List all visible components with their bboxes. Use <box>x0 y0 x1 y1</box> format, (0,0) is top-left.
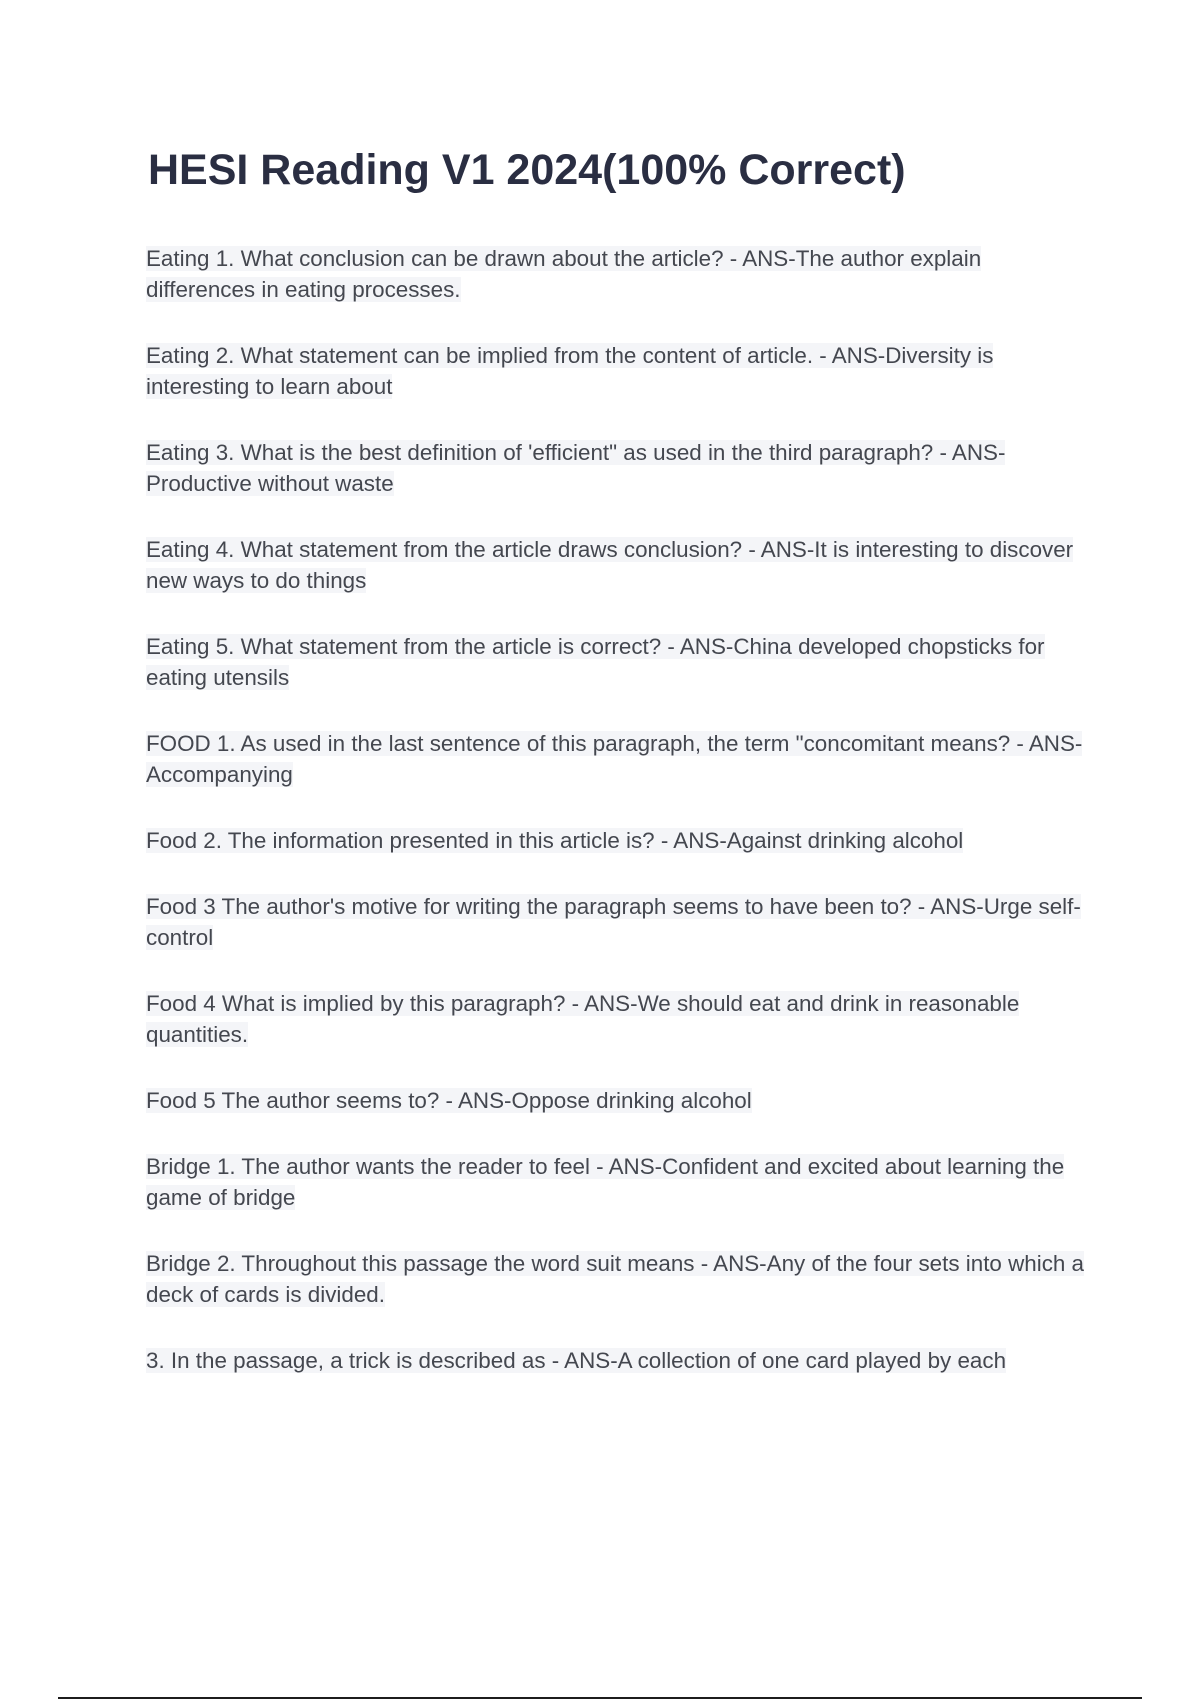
qa-item-bridge-3 <box>146 1345 1096 1376</box>
qa-item-bridge-2 <box>146 1248 1096 1310</box>
qa-list <box>146 243 1096 1376</box>
qa-item-eating-5 <box>146 631 1096 693</box>
qa-item-eating-3 <box>146 437 1096 499</box>
qa-item-food-1 <box>146 728 1096 790</box>
qa-item-text: Food 3 The author's motive for writing the paragraph seems to have been to? - ANS-Urge self-control <box>146 894 1081 950</box>
qa-item-text: Bridge 2. Throughout this passage the word suit means - ANS-Any of the four sets into which a deck of cards is divided. <box>146 1251 1085 1307</box>
qa-item-eating-4 <box>146 534 1096 596</box>
qa-item-food-4 <box>146 988 1096 1050</box>
qa-item-text: Food 2. The information presented in this article is? - ANS-Against drinking alcohol <box>146 828 964 853</box>
footer-divider <box>58 1697 1142 1699</box>
qa-item-text: 3. In the passage, a trick is described as - ANS-A collection of one card played by each <box>146 1348 1007 1373</box>
qa-item-text: Eating 1. What conclusion can be drawn about the article? - ANS-The author explain differences in eating processes. <box>146 246 982 302</box>
qa-item-bridge-1 <box>146 1151 1096 1213</box>
qa-item-text: Eating 5. What statement from the article is correct? - ANS-China developed chopsticks for eating utensils <box>146 634 1045 690</box>
qa-item-food-3 <box>146 891 1096 953</box>
qa-item-food-5 <box>146 1085 1096 1116</box>
qa-item-eating-2 <box>146 340 1096 402</box>
qa-item-text: Eating 4. What statement from the article draws conclusion? - ANS-It is interesting to discover new ways to do things <box>146 537 1074 593</box>
qa-item-text: FOOD 1. As used in the last sentence of this paragraph, the term "concomitant means? - ANS-Accompanying <box>146 731 1083 787</box>
qa-item-text: Food 5 The author seems to? - ANS-Oppose drinking alcohol <box>146 1088 752 1113</box>
qa-item-text: Food 4 What is implied by this paragraph? - ANS-We should eat and drink in reasonable quantities. <box>146 991 1020 1047</box>
page-title: HESI Reading V1 2024(100% Correct) <box>148 146 906 194</box>
qa-item-text: Eating 3. What is the best definition of 'efficient" as used in the third paragraph? - ANS-Productive without waste <box>146 440 1006 496</box>
qa-item-text: Eating 2. What statement can be implied from the content of article. - ANS-Diversity is interesting to learn about <box>146 343 994 399</box>
qa-item-text: Bridge 1. The author wants the reader to feel - ANS-Confident and excited about learning the game of bridge <box>146 1154 1065 1210</box>
qa-item-food-2 <box>146 825 1096 856</box>
qa-item-eating-1 <box>146 243 1096 305</box>
